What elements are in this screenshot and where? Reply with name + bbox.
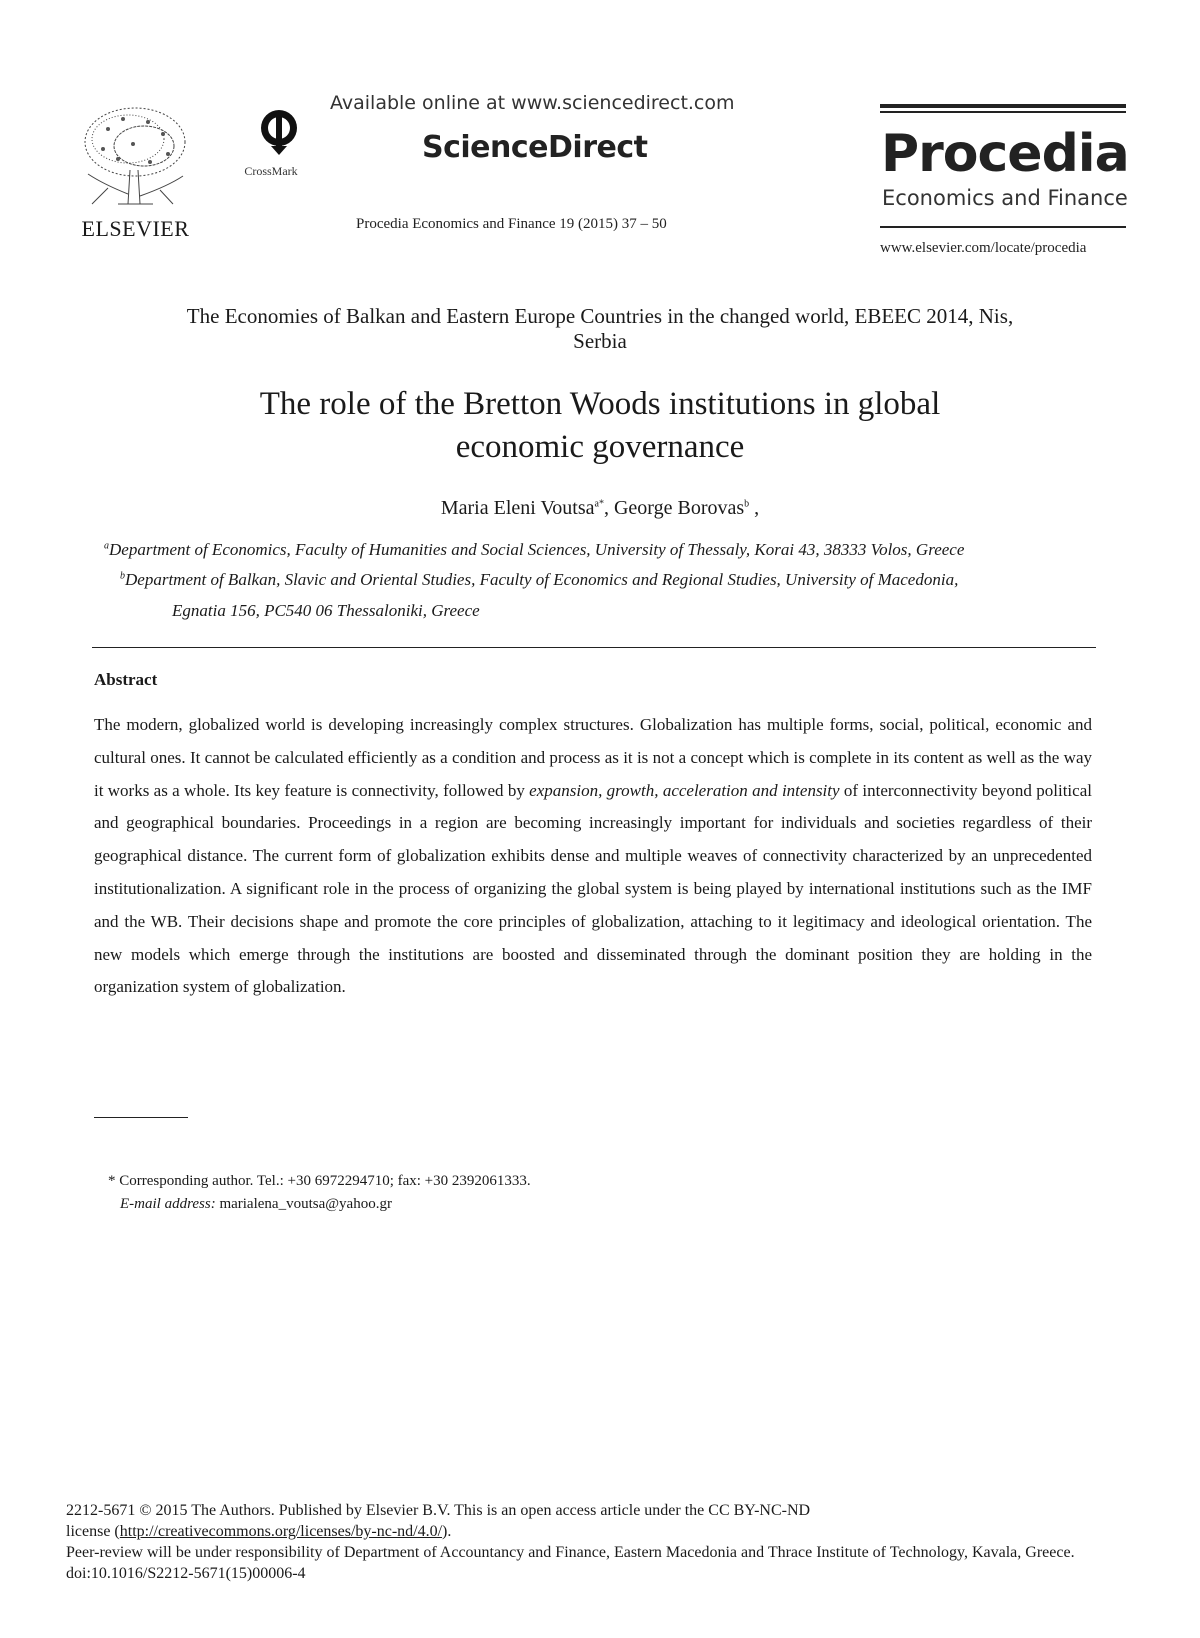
copyright-block	[66, 1500, 1136, 1584]
conference-line-2: Serbia	[573, 329, 627, 353]
affiliation-a-text: Department of Economics, Faculty of Humanities and Social Sciences, University of Thessaly, Korai 43, 38333 Volos, Greece	[109, 540, 965, 559]
affiliation-a-mark: a	[104, 540, 109, 552]
affiliation-a	[104, 540, 964, 560]
doi[interactable]: doi:10.1016/S2212-5671(15)00006-4	[66, 1565, 306, 1582]
author-2-affiliation-mark: b	[744, 498, 750, 510]
paper-title	[80, 383, 1120, 469]
crossmark-label: CrossMark	[244, 164, 298, 178]
corresponding-author-text: Corresponding author. Tel.: +30 6972294710; fax: +30 2392061333.	[115, 1173, 531, 1189]
abstract-body	[94, 709, 1092, 1004]
email-address[interactable]: marialena_voutsa@yahoo.gr	[215, 1196, 392, 1212]
section-divider	[92, 647, 1096, 648]
author-1: Maria Eleni Voutsa	[440, 497, 595, 519]
journal-reference: Procedia Economics and Finance 19 (2015) 37 – 50	[356, 216, 667, 232]
abstract-emphasis: expansion, growth, acceleration and intensity	[529, 780, 840, 800]
elsevier-tree-icon	[78, 104, 193, 214]
abstract-text-part-1: The modern, globalized world is developing increasingly complex structures. Globalization has multiple forms, social, political, economic and cultural ones. It cannot be calculated efficiently as a condition and process as it is not a concept which is complete in its content as well as the way it works as a whole. Its key feature is connectivity, followed by	[94, 715, 1092, 800]
elsevier-wordmark: ELSEVIER	[81, 216, 190, 241]
email-label: E-mail address:	[120, 1196, 216, 1212]
procedia-divider	[880, 226, 1126, 228]
procedia-url[interactable]: www.elsevier.com/locate/procedia	[880, 240, 1087, 256]
conference-line-1: The Economies of Balkan and Eastern Europe Countries in the changed world, EBEEC 2014, Nis,	[186, 304, 1014, 328]
footnote-rule	[94, 1117, 188, 1118]
crossmark-icon	[259, 108, 299, 156]
affiliation-b-mark: b	[120, 570, 125, 582]
license-suffix: ).	[442, 1523, 452, 1540]
footnote-marker: *	[108, 1173, 116, 1189]
title-line-2: economic governance	[455, 429, 745, 465]
conference-name	[80, 304, 1120, 354]
email-note	[120, 1196, 392, 1213]
author-1-affiliation-mark: a*	[594, 498, 604, 510]
license-line	[66, 1521, 1136, 1542]
available-online-text: Available online at www.sciencedirect.com	[330, 92, 735, 114]
affiliation-b-text-line-1: Department of Balkan, Slavic and Oriental Studies, Faculty of Economics and Regional Studies, University of Macedonia,	[125, 570, 959, 589]
procedia-subtitle: Economics and Finance	[882, 186, 1128, 210]
abstract-heading: Abstract	[94, 670, 158, 689]
license-link[interactable]: http://creativecommons.org/licenses/by-nc-nd/4.0/	[119, 1523, 443, 1540]
procedia-top-rules	[880, 104, 1126, 113]
corresponding-author-note	[108, 1173, 531, 1190]
author-list	[80, 497, 1120, 520]
license-prefix: license (	[66, 1523, 120, 1540]
author-2: , George Borovas	[603, 497, 745, 519]
abstract-text-part-2: of interconnectivity beyond political and geographical boundaries. Proceedings in a region are becoming increasingly important for individuals and societies regardless of their geographical distance. The current form of globalization exhibits dense and multiple weaves of connectivity characterized by an unprecedented institutionalization. A significant role in the process of organizing the global system is being played by international institutions such as the IMF and the WB. Their decisions shape and promote the core principles of globalization, attaching to it legitimacy and ideological orientation. The new models which emerge through the institutions are boosted and disseminated through the dominant position they are holding in the organization system of globalization.	[94, 780, 1092, 997]
affiliation-b-text-line-2: Egnatia 156, PC540 06 Thessaloniki, Greece	[172, 601, 480, 620]
crossmark-badge[interactable]	[236, 108, 306, 178]
sciencedirect-brand: ScienceDirect	[422, 130, 648, 165]
procedia-title: Procedia	[881, 124, 1129, 184]
copyright-line: 2212-5671 © 2015 The Authors. Published by Elsevier B.V. This is an open access article under the CC BY-NC-ND	[66, 1502, 811, 1519]
affiliation-b	[120, 570, 958, 590]
title-line-1: The role of the Bretton Woods institutions in global	[259, 386, 941, 422]
author-list-tail: ,	[749, 497, 760, 519]
elsevier-logo	[78, 104, 193, 239]
peer-review-note: Peer-review will be under responsibility of Department of Accountancy and Finance, Eastern Macedonia and Thrace Institute of Technology, Kavala, Greece.	[66, 1544, 1075, 1561]
